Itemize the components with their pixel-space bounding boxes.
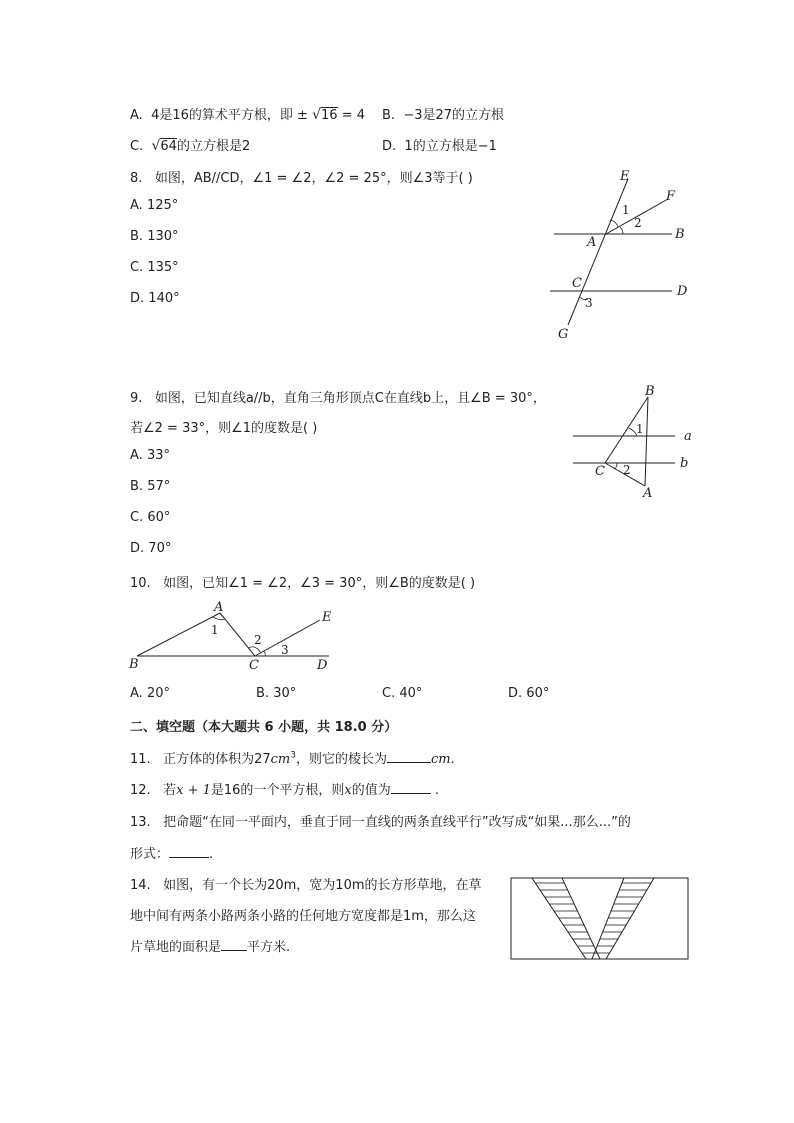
q9-option-c: C. 60° bbox=[130, 510, 171, 525]
q8-option-b: B. 130° bbox=[130, 229, 179, 244]
q9-figure bbox=[565, 383, 705, 505]
label-c: C bbox=[249, 658, 259, 673]
q14-line2: 地中间有两条小路两条小路的任何地方宽度都是1m，那么这 bbox=[130, 909, 476, 924]
q10-figure bbox=[125, 598, 345, 674]
label-d: D bbox=[677, 284, 688, 299]
side-ac bbox=[220, 613, 255, 656]
angle-label-1: 1 bbox=[636, 422, 644, 436]
q10-option-d: D. 60° bbox=[508, 686, 550, 701]
label-b: B bbox=[675, 227, 685, 242]
label-c: C bbox=[572, 276, 582, 291]
q11: 11. 正方体的体积为$27cm^3$，则它的棱长为 cm. bbox=[130, 748, 455, 767]
label-line-a: a bbox=[684, 429, 692, 444]
q7-option-d: D. 1的立方根是−1 bbox=[382, 139, 497, 154]
q9-option-b: B. 57° bbox=[130, 479, 171, 494]
answer-blank[interactable] bbox=[221, 936, 247, 951]
angle-label-1: 1 bbox=[211, 623, 219, 637]
q12: 12. 若x + 1是16的一个平方根，则x的值为 . bbox=[130, 779, 439, 798]
q8-option-c: C. 135° bbox=[130, 260, 179, 275]
q10-option-c: C. 40° bbox=[382, 686, 423, 701]
path-left bbox=[532, 878, 600, 959]
label-b: B bbox=[129, 657, 139, 672]
q8-option-a: A. 125° bbox=[130, 198, 179, 213]
label-g: G bbox=[558, 327, 569, 342]
label-c: C bbox=[595, 464, 605, 479]
q7-option-a: A. 4是16的算术平方根，即 ± √16 = 4 bbox=[130, 107, 365, 123]
angle-label-2: 2 bbox=[254, 633, 262, 647]
q9-stem-line2: 若∠2 = 33°，则∠1的度数是( ) bbox=[130, 421, 318, 436]
q9-option-d: D. 70° bbox=[130, 541, 172, 556]
label-a: A bbox=[214, 600, 224, 615]
q10-stem: 10. 如图，已知∠1 = ∠2，∠3 = 30°，则∠B的度数是( ) bbox=[130, 576, 476, 591]
q14-line3: 片草地的面积是 平方米. bbox=[130, 936, 290, 955]
q14-figure bbox=[510, 877, 690, 961]
q13-line1: 13. 把命题“在同一平面内，垂直于同一直线的两条直线平行”改写成“如果...那么...”的 bbox=[130, 815, 631, 830]
q8-figure bbox=[540, 165, 700, 345]
angle-label-3: 3 bbox=[281, 643, 289, 657]
q10-option-a: A. 20° bbox=[130, 686, 170, 701]
q10-option-b: B. 30° bbox=[256, 686, 297, 701]
q7-option-c: C. √64的立方根是2 bbox=[130, 138, 251, 154]
q7-option-b: B. −3是27的立方根 bbox=[382, 108, 505, 123]
label-f: F bbox=[666, 189, 676, 204]
label-e: E bbox=[322, 610, 332, 625]
label-b-vertex: B bbox=[645, 384, 655, 399]
label-a-vertex: A bbox=[643, 486, 653, 501]
sqrt-sign: √ bbox=[312, 107, 321, 123]
section-title: 二、填空题（本大题共 6 小题，共 18.0 分） bbox=[130, 720, 398, 735]
sqrt-sign: √ bbox=[151, 138, 161, 154]
angle-arc-2 bbox=[249, 647, 261, 653]
angle-label-2: 2 bbox=[634, 216, 642, 230]
angle-arc-2 bbox=[620, 227, 623, 234]
side-ba bbox=[645, 397, 648, 486]
answer-blank[interactable] bbox=[391, 779, 431, 794]
q13-line2: 形式： . bbox=[130, 843, 213, 862]
q8-option-d: D. 140° bbox=[130, 291, 180, 306]
transversal-eg bbox=[568, 179, 628, 325]
angle-label-3: 3 bbox=[585, 296, 593, 310]
q8-stem: 8. 如图，AB//CD，∠1 = ∠2，∠2 = 25°，则∠3等于( ) bbox=[130, 171, 473, 186]
q9-option-a: A. 33° bbox=[130, 448, 170, 463]
label-d: D bbox=[317, 658, 328, 673]
answer-blank[interactable] bbox=[169, 843, 209, 858]
path-right bbox=[592, 878, 654, 959]
angle-label-1: 1 bbox=[622, 203, 630, 217]
label-line-b: b bbox=[680, 456, 689, 471]
q9-stem-line1: 9. 如图，已知直线a//b，直角三角形顶点C在直线b上，且∠B = 30°， bbox=[130, 391, 546, 406]
answer-blank[interactable] bbox=[387, 748, 431, 763]
angle-label-2: 2 bbox=[623, 463, 631, 477]
label-a: A bbox=[587, 235, 597, 250]
q14-line1: 14. 如图，有一个长为20m，宽为10m的长方形草地，在草 bbox=[130, 878, 482, 893]
label-e: E bbox=[620, 169, 630, 184]
side-ba bbox=[137, 613, 220, 656]
